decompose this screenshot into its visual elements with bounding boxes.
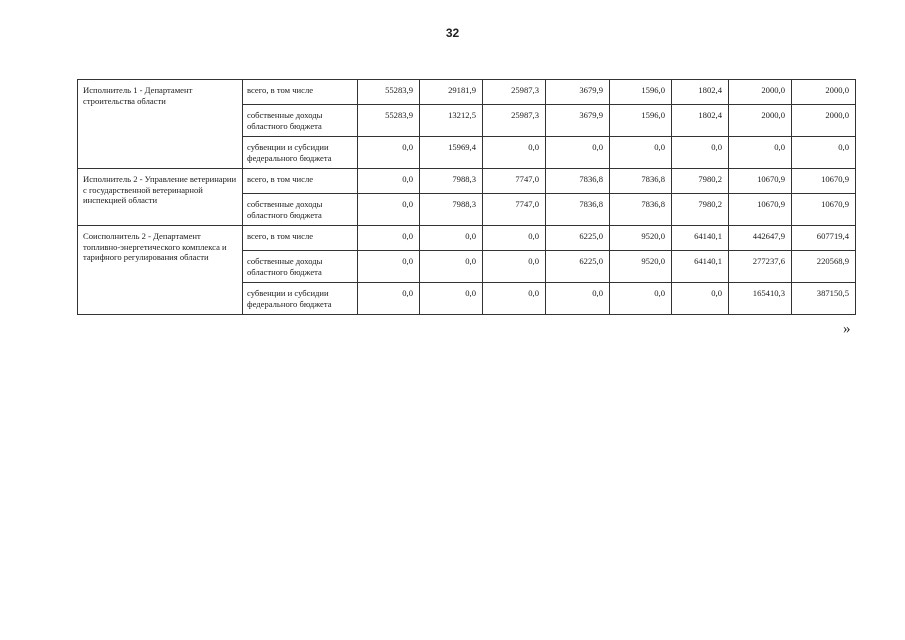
value-cell: 0,0	[729, 137, 792, 169]
closing-quote-mark: »	[843, 321, 851, 337]
value-cell: 25987,3	[483, 80, 546, 105]
value-cell: 7836,8	[610, 194, 672, 226]
page-number: 32	[445, 26, 460, 40]
table-body	[78, 80, 856, 315]
funding-source-cell: всего, в том числе	[243, 226, 358, 251]
value-cell: 10670,9	[729, 169, 792, 194]
executor-cell: Исполнитель 1 - Департамент строительства области	[78, 80, 243, 169]
value-cell: 3679,9	[546, 80, 610, 105]
value-cell: 7988,3	[420, 169, 483, 194]
value-cell: 0,0	[610, 283, 672, 315]
value-cell: 0,0	[420, 251, 483, 283]
value-cell: 387150,5	[792, 283, 856, 315]
value-cell: 55283,9	[358, 80, 420, 105]
table-row	[78, 169, 856, 194]
value-cell: 1802,4	[672, 80, 729, 105]
value-cell: 0,0	[792, 137, 856, 169]
value-cell: 0,0	[358, 137, 420, 169]
value-cell: 0,0	[483, 226, 546, 251]
value-cell: 7980,2	[672, 169, 729, 194]
value-cell: 1596,0	[610, 105, 672, 137]
value-cell: 277237,6	[729, 251, 792, 283]
value-cell: 0,0	[546, 283, 610, 315]
value-cell: 7980,2	[672, 194, 729, 226]
value-cell: 2000,0	[792, 80, 856, 105]
value-cell: 3679,9	[546, 105, 610, 137]
value-cell: 0,0	[672, 283, 729, 315]
value-cell: 0,0	[358, 169, 420, 194]
value-cell: 15969,4	[420, 137, 483, 169]
value-cell: 6225,0	[546, 251, 610, 283]
funding-source-cell: всего, в том числе	[243, 80, 358, 105]
value-cell: 220568,9	[792, 251, 856, 283]
value-cell: 2000,0	[729, 105, 792, 137]
value-cell: 7836,8	[610, 169, 672, 194]
value-cell: 10670,9	[792, 169, 856, 194]
funding-source-cell: собственные доходы областного бюджета	[243, 194, 358, 226]
value-cell: 0,0	[420, 226, 483, 251]
table-row	[78, 80, 856, 105]
funding-source-cell: всего, в том числе	[243, 169, 358, 194]
funding-source-cell: собственные доходы областного бюджета	[243, 251, 358, 283]
value-cell: 0,0	[483, 137, 546, 169]
value-cell: 7988,3	[420, 194, 483, 226]
value-cell: 165410,3	[729, 283, 792, 315]
value-cell: 442647,9	[729, 226, 792, 251]
value-cell: 7747,0	[483, 194, 546, 226]
value-cell: 64140,1	[672, 226, 729, 251]
value-cell: 7836,8	[546, 169, 610, 194]
value-cell: 13212,5	[420, 105, 483, 137]
value-cell: 7836,8	[546, 194, 610, 226]
value-cell: 1596,0	[610, 80, 672, 105]
value-cell: 10670,9	[792, 194, 856, 226]
value-cell: 0,0	[546, 137, 610, 169]
value-cell: 0,0	[610, 137, 672, 169]
funding-source-cell: субвенции и субсидии федерального бюджета	[243, 283, 358, 315]
value-cell: 0,0	[358, 283, 420, 315]
funding-source-cell: субвенции и субсидии федерального бюджета	[243, 137, 358, 169]
value-cell: 2000,0	[729, 80, 792, 105]
value-cell: 9520,0	[610, 226, 672, 251]
value-cell: 1802,4	[672, 105, 729, 137]
value-cell: 0,0	[672, 137, 729, 169]
value-cell: 6225,0	[546, 226, 610, 251]
budget-table	[77, 79, 856, 315]
value-cell: 0,0	[358, 226, 420, 251]
value-cell: 64140,1	[672, 251, 729, 283]
funding-source-cell: собственные доходы областного бюджета	[243, 105, 358, 137]
executor-cell: Соисполнитель 2 - Департамент топливно-энергетического комплекса и тарифного регулирования области	[78, 226, 243, 315]
value-cell: 0,0	[483, 251, 546, 283]
table-row	[78, 226, 856, 251]
executor-cell: Исполнитель 2 - Управление ветеринарии с государственной ветеринарной инспекцией области	[78, 169, 243, 226]
value-cell: 2000,0	[792, 105, 856, 137]
value-cell: 9520,0	[610, 251, 672, 283]
value-cell: 607719,4	[792, 226, 856, 251]
value-cell: 0,0	[358, 194, 420, 226]
value-cell: 0,0	[420, 283, 483, 315]
value-cell: 29181,9	[420, 80, 483, 105]
value-cell: 7747,0	[483, 169, 546, 194]
value-cell: 0,0	[358, 251, 420, 283]
value-cell: 10670,9	[729, 194, 792, 226]
value-cell: 25987,3	[483, 105, 546, 137]
value-cell: 0,0	[483, 283, 546, 315]
value-cell: 55283,9	[358, 105, 420, 137]
